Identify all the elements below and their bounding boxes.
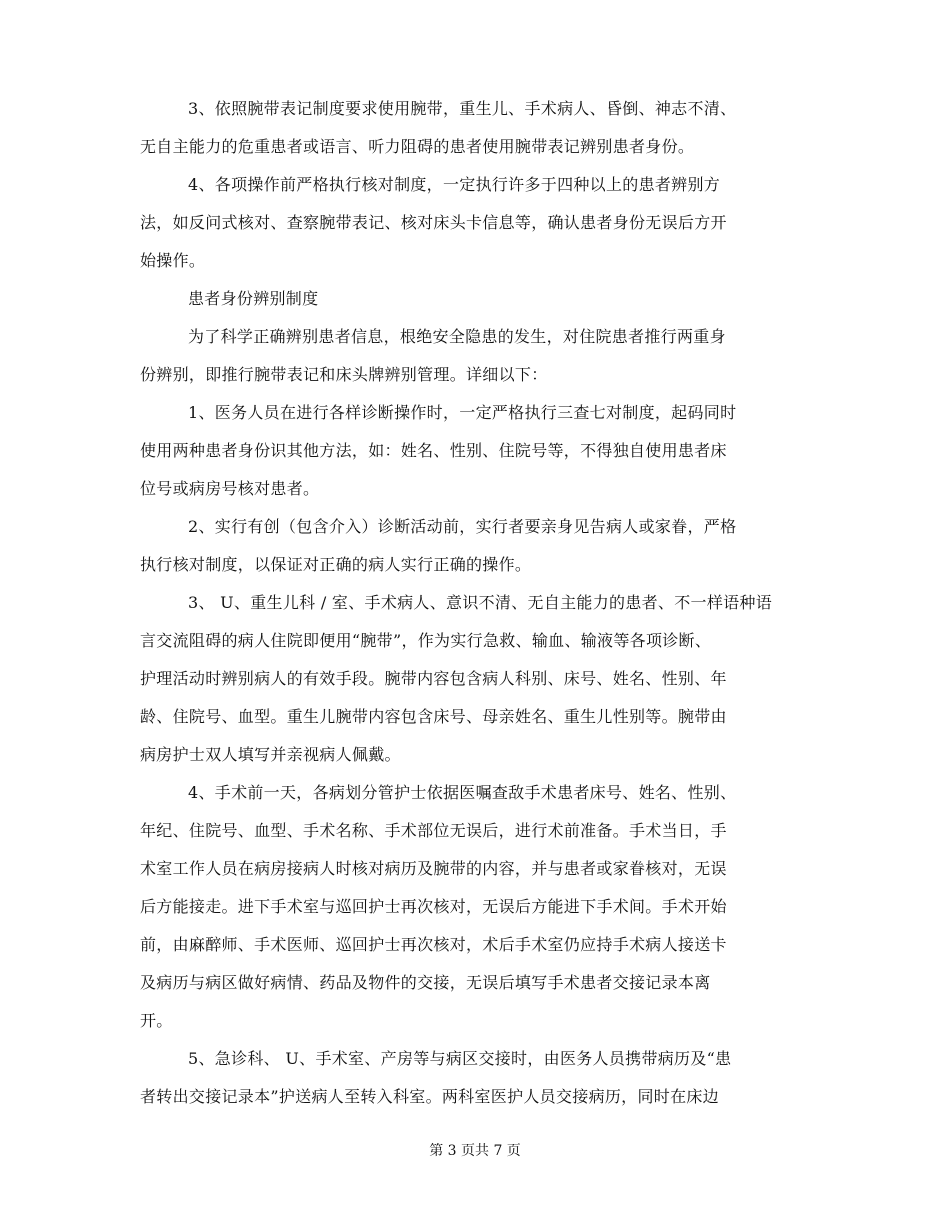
text-line: 1、医务人员在进行各样诊断操作时，一定严格执行三查七对制度，起码同时	[188, 403, 737, 422]
text-line: 护理活动时辨别病人的有效手段。腕带内容包含病人科别、床号、姓名、性别、年	[140, 669, 727, 688]
text-line: 无自主能力的危重患者或语言、听力阻碍的患者使用腕带表记辨别患者身份。	[140, 137, 695, 156]
text-line: 4、手术前一天，各病划分管护士依据医嘱查敌手术患者床号、姓名、性别、	[188, 783, 737, 802]
section-heading: 患者身份辨别制度	[188, 289, 319, 308]
text-line: 份辨别，即推行腕带表记和床头牌辨别管理。详细以下：	[140, 365, 548, 384]
text-line: 3、依照腕带表记制度要求使用腕带，重生儿、手术病人、昏倒、神志不清、	[188, 99, 737, 118]
text-line: 5、急诊科、 U、手术室、产房等与病区交接时，由医务人员携带病历及“患	[188, 1049, 732, 1068]
text-line: 后方能接走。进下手术室与巡回护士再次核对，无误后方能进下手术间。手术开始	[140, 897, 727, 916]
text-line: 龄、住院号、血型。重生儿腕带内容包含床号、母亲姓名、重生儿性别等。腕带由	[140, 707, 727, 726]
text-line: 4、各项操作前严格执行核对制度，一定执行许多于四种以上的患者辨别方	[188, 175, 721, 194]
text-line: 开。	[140, 1011, 173, 1030]
page-number-footer: 第 3 页共 7 页	[429, 1143, 521, 1159]
text-line: 执行核对制度，以保证对正确的病人实行正确的操作。	[140, 555, 532, 574]
text-line: 3、 U、重生儿科 / 室、手术病人、意识不清、无自主能力的患者、不一样语种语	[188, 593, 773, 612]
text-line: 术室工作人员在病房接病人时核对病历及腕带的内容，并与患者或家眷核对，无误	[140, 859, 727, 878]
text-line: 法，如反问式核对、查察腕带表记、核对床头卡信息等，确认患者身份无误后方开	[140, 213, 727, 232]
text-line: 者转出交接记录本”护送病人至转入科室。两科室医护人员交接病历，同时在床边	[140, 1087, 719, 1106]
text-line: 始操作。	[140, 251, 206, 270]
text-line: 及病历与病区做好病情、药品及物件的交接，无误后填写手术患者交接记录本离	[140, 973, 711, 992]
text-line: 为了科学正确辨别患者信息，根绝安全隐患的发生，对住院患者推行两重身	[188, 327, 726, 346]
text-line: 言交流阻碍的病人住院即便用“腕带”，作为实行急救、输血、输液等各项诊断、	[140, 631, 712, 650]
text-line: 2、实行有创（包含介入）诊断活动前，实行者要亲身见告病人或家眷，严格	[188, 517, 737, 536]
text-line: 使用两种患者身份识其他方法，如：姓名、性别、住院号等，不得独自使用患者床	[140, 441, 727, 460]
text-line: 位号或病房号核对患者。	[140, 479, 320, 498]
text-line: 年纪、住院号、血型、手术名称、手术部位无误后，进行术前准备。手术当日，手	[140, 821, 727, 840]
text-line: 前，由麻醉师、手术医师、巡回护士再次核对，术后手术室仍应持手术病人接送卡	[140, 935, 727, 954]
text-line: 病房护士双人填写并亲视病人佩戴。	[140, 745, 401, 764]
